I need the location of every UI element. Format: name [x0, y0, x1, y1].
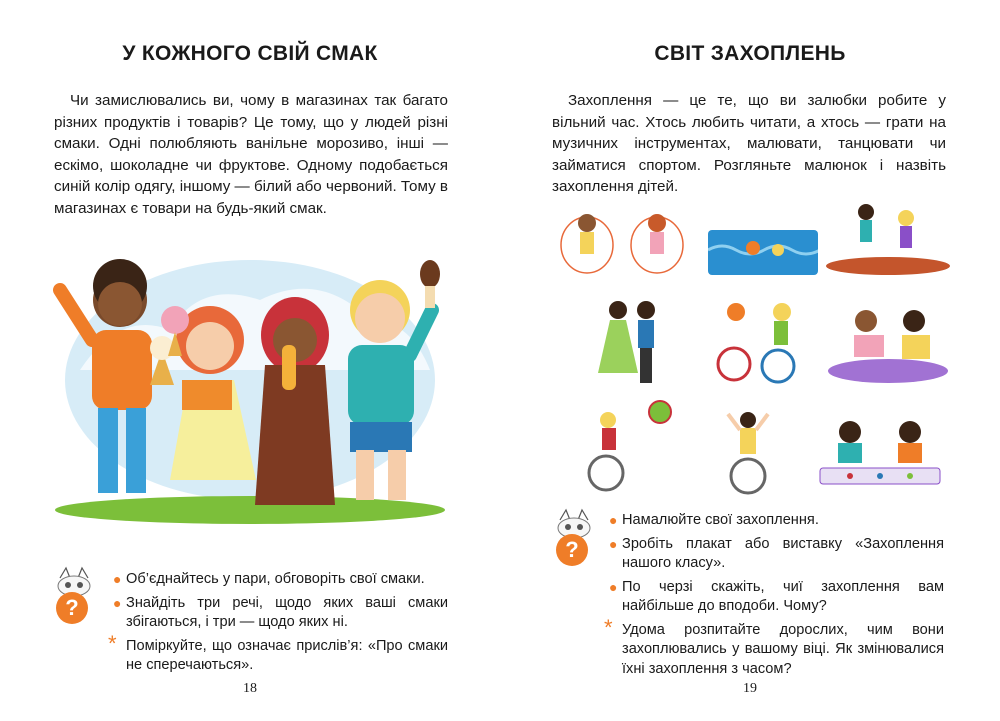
jump-rope-picture — [552, 205, 692, 275]
star-icon: * — [108, 630, 117, 656]
intro-paragraph — [54, 90, 448, 219]
intro-text: Захоплення — це те, що ви залюбки робите у вільний час. Хтось любить читати, а хтось — грати на музичних інструментах, малювати, танцювати чи займатися спортом. Розгляньте малюнок і назвіть захоплення дітей. — [552, 92, 946, 195]
list-item — [606, 511, 944, 531]
list-item — [108, 630, 448, 676]
list-item — [606, 535, 944, 574]
task-text: Намалюйте свої захоплення. — [622, 512, 819, 528]
page-number: 18 — [243, 681, 257, 696]
list-item — [604, 614, 944, 680]
reading-picture — [826, 305, 951, 385]
left-task-list — [110, 570, 448, 680]
svg-text:?: ? — [565, 537, 579, 562]
bullet-icon: ● — [609, 578, 618, 595]
task-text: Удома розпитайте дорослих, чим вони захоплювались у вашому віці. Як змінювалися їхні захоплення з часом? — [622, 621, 944, 677]
bullet-icon: ● — [113, 594, 122, 611]
list-item — [110, 594, 448, 633]
task-text: По черзі скажіть, чиї захоплення вам найбільше до вподоби. Чому? — [622, 578, 944, 614]
cycling-picture — [706, 298, 806, 388]
task-text: Знайдіть три речі, щодо яких ваші смаки збігаються, і три — щодо яких ні. — [126, 594, 448, 630]
list-item — [110, 570, 448, 590]
dancing-picture — [580, 298, 680, 388]
owl-question-icon — [552, 508, 596, 568]
ball-game-wheelchair-picture — [578, 398, 680, 493]
svg-text:?: ? — [65, 595, 79, 620]
page-number: 19 — [743, 681, 757, 696]
task-text: Зробіть плакат або виставку «Захоплення нашого класу». — [622, 535, 944, 571]
list-item — [606, 578, 944, 617]
intro-paragraph — [552, 90, 946, 198]
bullet-icon: ● — [609, 535, 618, 552]
intro-text: Чи замислювались ви, чому в магазинах так багато різних продуктів і товарів? Це тому, що у людей різні смаки. Одні полюбляють ванільне морозиво, інші — ескімо, шоколадне чи фруктове. Одному подобається синій колір одягу, іншому — білий або червоний. Тому в магазинах є товари на будь-який смак. — [54, 92, 448, 217]
page-title: У КОЖНОГО СВІЙ СМАК — [122, 42, 378, 65]
children-eating-ice-cream-illustration — [50, 250, 450, 530]
bullet-icon: ● — [113, 571, 122, 587]
wheelchair-exercise-picture — [698, 408, 798, 496]
right-task-list — [606, 511, 944, 683]
bullet-icon: ● — [609, 512, 618, 528]
owl-question-icon — [52, 566, 96, 626]
board-game-picture — [810, 418, 950, 490]
star-icon: * — [604, 614, 613, 640]
right-page — [500, 0, 1000, 721]
swimming-picture — [708, 230, 818, 275]
task-text: Об’єднайтесь у пари, обговоріть свої смаки. — [126, 571, 425, 587]
running-picture — [826, 200, 951, 275]
page-title: СВІТ ЗАХОПЛЕНЬ — [654, 42, 846, 65]
task-text: Поміркуйте, що означає прислів’я: «Про смаки не сперечаються». — [126, 637, 448, 673]
